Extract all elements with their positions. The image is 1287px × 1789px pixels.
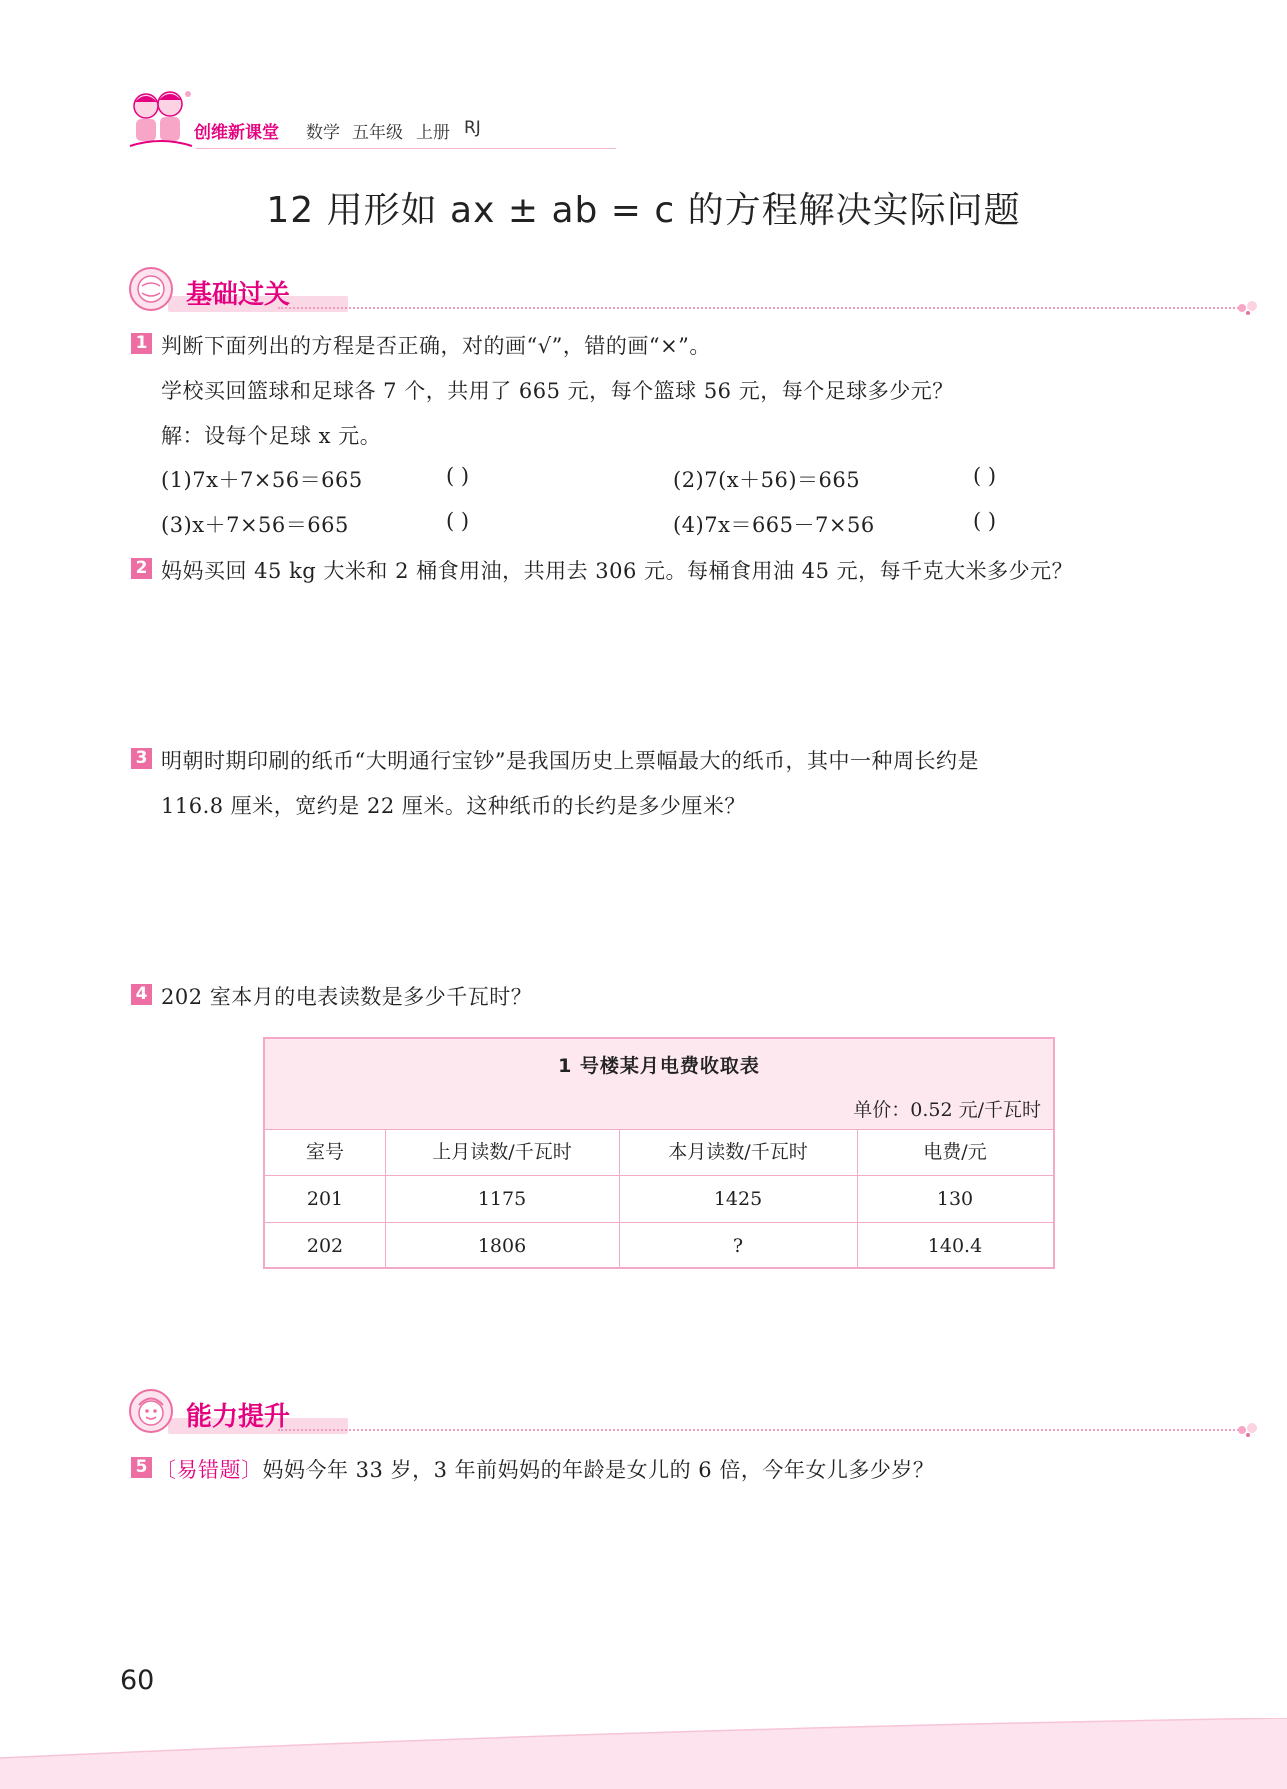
table-unit-price: 单价：0.52 元/千瓦时: [853, 1099, 1041, 1121]
q1-item-2: (2)7(x＋56)＝665: [673, 468, 861, 492]
q5-error-prone-tag: 〔易错题〕: [155, 1458, 263, 1482]
kids-logo-icon: [126, 88, 196, 154]
table-row: [265, 1223, 1053, 1269]
q1-solve: 解：设每个足球 x 元。: [161, 424, 382, 448]
table-cell: 201: [306, 1188, 344, 1210]
q1-item-3-answer[interactable]: ( ): [446, 509, 470, 533]
q3-line-2: 116.8 厘米，宽约是 22 厘米。这种纸币的长约是多少厘米？: [161, 794, 746, 818]
section-dotted-line: [278, 307, 1243, 309]
section-advanced: [128, 1388, 1128, 1440]
table-header-cell: 上月读数/千瓦时: [432, 1141, 572, 1163]
q1-instruction: 判断下面列出的方程是否正确，对的画“√”，错的画“×”。: [161, 334, 711, 358]
question-number-5: 5: [131, 1457, 152, 1478]
page-number: 60: [120, 1665, 155, 1696]
table-cell: 140.4: [927, 1235, 983, 1257]
section-basic: [128, 266, 1128, 318]
header-brand: 创维新课堂: [194, 123, 279, 143]
q1-item-1: (1)7x＋7×56＝665: [161, 468, 363, 492]
section-dotted-line: [278, 1429, 1243, 1431]
header-grade: 五年级: [352, 123, 403, 143]
header-divider: [196, 148, 616, 149]
question-number-2: 2: [131, 558, 152, 579]
question-number-3: 3: [131, 748, 152, 769]
table-header-row: [265, 1129, 1053, 1175]
question-number-1: 1: [131, 333, 152, 354]
q1-item-1-answer[interactable]: ( ): [446, 464, 470, 488]
footer-decoration: [0, 1718, 1287, 1789]
table-cell: 130: [936, 1188, 974, 1210]
header-subject: 数学: [306, 123, 340, 143]
dots-ornament-icon: [1236, 300, 1260, 316]
q1-problem: 学校买回篮球和足球各 7 个，共用了 665 元，每个篮球 56 元，每个足球多少元？: [161, 379, 954, 403]
header-edition: RJ: [464, 118, 481, 138]
table-cell: 1175: [477, 1188, 527, 1210]
table-cell: 1425: [713, 1188, 763, 1210]
globe-badge-icon: [128, 266, 174, 312]
table-header-cell: 本月读数/千瓦时: [668, 1141, 808, 1163]
table-header-cell: 室号: [305, 1141, 344, 1163]
table-title: 1 号楼某月电费收取表: [558, 1055, 760, 1077]
electricity-fee-table: [263, 1037, 1055, 1269]
header-volume: 上册: [416, 123, 450, 143]
q1-item-4: (4)7x＝665－7×56: [673, 513, 875, 537]
table-cell: 202: [306, 1235, 344, 1257]
table-header-cell: 电费/元: [923, 1141, 987, 1163]
table-cell-unknown: ?: [732, 1235, 744, 1257]
dots-ornament-icon: [1236, 1422, 1260, 1438]
table-row: [265, 1176, 1053, 1222]
section-basic-label: 基础过关: [186, 280, 291, 310]
section-advanced-label: 能力提升: [186, 1402, 291, 1432]
q1-item-4-answer[interactable]: ( ): [973, 509, 997, 533]
table-header-band: [265, 1039, 1053, 1130]
q1-item-2-answer[interactable]: ( ): [973, 464, 997, 488]
q1-item-3: (3)x＋7×56＝665: [161, 513, 349, 537]
q4-text: 202 室本月的电表读数是多少千瓦时？: [161, 985, 533, 1009]
q3-line-1: 明朝时期印刷的纸币“大明通行宝钞”是我国历史上票幅最大的纸币，其中一种周长约是: [161, 749, 979, 773]
q5-text: 妈妈今年 33 岁，3 年前妈妈的年龄是女儿的 6 倍，今年女儿多少岁？: [262, 1458, 935, 1482]
face-badge-icon: [128, 1388, 174, 1434]
question-number-4: 4: [131, 984, 152, 1005]
q5-line: [155, 1454, 934, 1484]
table-cell: 1806: [477, 1235, 527, 1257]
page-header: [126, 88, 1126, 154]
page-title: 12 用形如 ax ± ab = c 的方程解决实际问题: [266, 190, 1021, 231]
q2-text: 妈妈买回 45 kg 大米和 2 桶食用油，共用去 306 元。每桶食用油 45 元，每千克大米多少元？: [161, 559, 1074, 583]
